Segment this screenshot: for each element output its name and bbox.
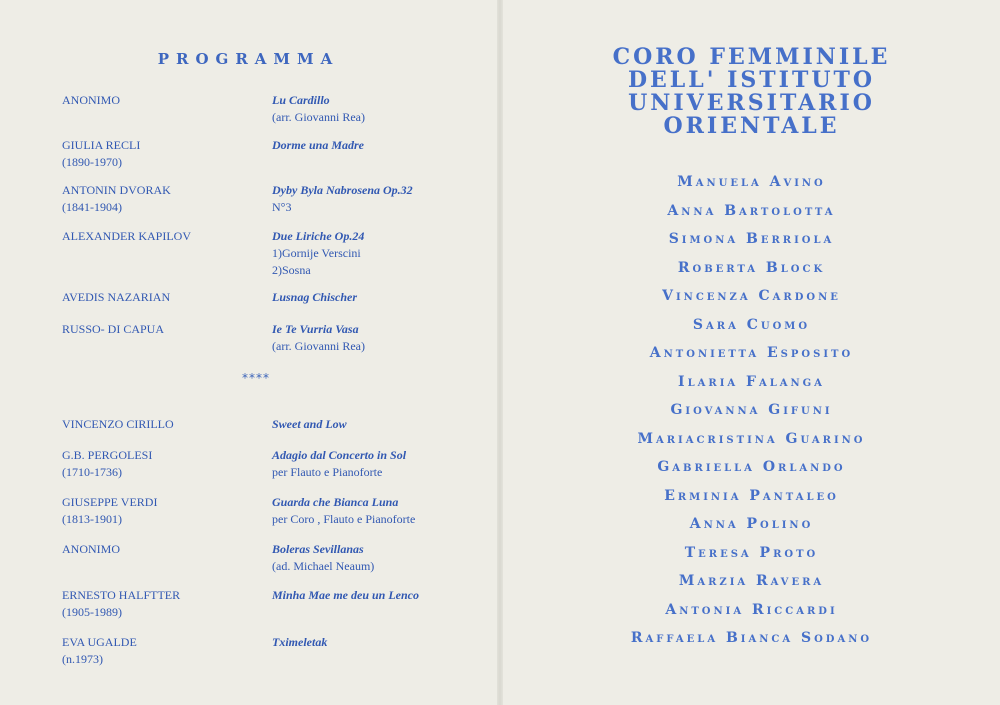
composer-name: ANTONIN DVORAK — [62, 183, 171, 197]
composer — [62, 634, 262, 668]
choir-member: Gabriella Orlando — [657, 459, 846, 475]
composer-name: ANONIMO — [62, 93, 120, 107]
piece-note: 2)Sosna — [272, 263, 311, 277]
piece-title: Adagio dal Concerto in Sol — [272, 448, 407, 462]
piece-note: 1)Gornije Verscini — [272, 246, 361, 260]
choir-member: Mariacristina Guarino — [637, 430, 866, 447]
piece-note: per Coro , Flauto e Pianoforte — [272, 512, 416, 526]
piece-title: Lusnag Chischer — [272, 290, 358, 304]
piece — [272, 447, 492, 481]
composer — [62, 289, 262, 306]
choir-member: Sara Cuomo — [692, 316, 811, 333]
piece-note: (ad. Michael Neaum) — [272, 559, 375, 573]
choir-member: Vincenza Cardone — [662, 288, 841, 304]
piece-title: Guarda che Bianca Luna — [272, 495, 399, 509]
piece — [272, 289, 492, 306]
piece — [272, 587, 492, 604]
piece-title: Lu Cardillo — [272, 93, 330, 107]
composer — [62, 321, 262, 338]
composer — [62, 541, 262, 558]
choir-member: Giovanna Gifuni — [670, 402, 833, 418]
piece-title: Dorme una Madre — [272, 138, 365, 152]
piece — [272, 137, 492, 154]
choir-title-line: CORO FEMMINILE — [612, 44, 891, 70]
composer-name: RUSSO- DI CAPUA — [62, 322, 165, 336]
composer — [62, 587, 262, 621]
piece — [272, 321, 492, 355]
composer-dates: (1905-1989) — [62, 605, 122, 619]
composer-name: EVA UGALDE — [62, 635, 137, 649]
piece — [272, 541, 492, 575]
piece-note: (arr. Giovanni Rea) — [272, 339, 365, 353]
choir-member: Ilaria Falanga — [678, 373, 825, 390]
piece-note: (arr. Giovanni Rea) — [272, 110, 365, 124]
composer — [62, 137, 262, 171]
piece — [272, 182, 492, 216]
composer — [62, 182, 262, 216]
composer-dates: (n.1973) — [62, 652, 103, 666]
section-separator: **** — [242, 371, 270, 385]
composer-name: G.B. PERGOLESI — [62, 448, 153, 462]
piece-title: Minha Mae me deu un Lenco — [272, 588, 420, 602]
choir-member: Anna Bartolotta — [667, 202, 836, 219]
piece-title: Tximeletak — [272, 635, 328, 649]
composer — [62, 447, 262, 481]
piece — [272, 92, 492, 126]
composer-name: AVEDIS NAZARIAN — [62, 290, 171, 304]
piece — [272, 634, 492, 651]
composer-name: VINCENZO CIRILLO — [62, 417, 174, 431]
choir-title-line: UNIVERSITARIO — [628, 90, 875, 116]
composer — [62, 92, 262, 109]
composer-dates: (1890-1970) — [62, 155, 122, 169]
choir-member: Marzia Ravera — [678, 573, 825, 589]
piece-title: Sweet and Low — [272, 417, 347, 431]
composer — [62, 494, 262, 528]
piece — [272, 416, 492, 433]
composer — [62, 416, 262, 433]
choir-title-line: DELL' ISTITUTO — [627, 67, 876, 93]
choir-member: Erminia Pantaleo — [664, 487, 839, 504]
piece-title: Ie Te Vurria Vasa — [272, 322, 359, 336]
choir-member: Teresa Proto — [684, 544, 819, 561]
composer-name: GIULIA RECLI — [62, 138, 141, 152]
composer — [62, 228, 262, 245]
composer-name: ERNESTO HALFTTER — [62, 588, 181, 602]
choir-member: Anna Polino — [689, 516, 814, 532]
composer-name: GIUSEPPE VERDI — [62, 495, 158, 509]
piece — [272, 228, 492, 279]
choir-title — [503, 46, 1000, 138]
choir-member: Antonia Riccardi — [665, 601, 838, 618]
composer-dates: (1710-1736) — [62, 465, 122, 479]
piece — [272, 494, 492, 528]
choir-title-line: ORIENTALE — [663, 113, 840, 139]
composer-name: ANONIMO — [62, 542, 120, 556]
program-heading: PROGRAMMA — [157, 50, 340, 68]
choir-member: Raffaela Bianca Sodano — [630, 630, 873, 646]
piece-note: N°3 — [272, 200, 292, 214]
composer-dates: (1813-1901) — [62, 512, 122, 526]
choir-member: Roberta Block — [677, 259, 826, 276]
piece-title: Boleras Sevillanas — [272, 542, 364, 556]
composer-dates: (1841-1904) — [62, 200, 122, 214]
choir-member: Antonietta Esposito — [649, 345, 854, 361]
piece-note: per Flauto e Pianoforte — [272, 465, 383, 479]
piece-title: Due Liriche Op.24 — [272, 229, 365, 243]
choir-member: Manuela Avino — [677, 174, 826, 190]
composer-name: ALEXANDER KAPILOV — [62, 229, 191, 243]
piece-title: Dyby Byla Nabrosena Op.32 — [272, 183, 413, 197]
choir-member: Simona Berriola — [668, 231, 835, 247]
